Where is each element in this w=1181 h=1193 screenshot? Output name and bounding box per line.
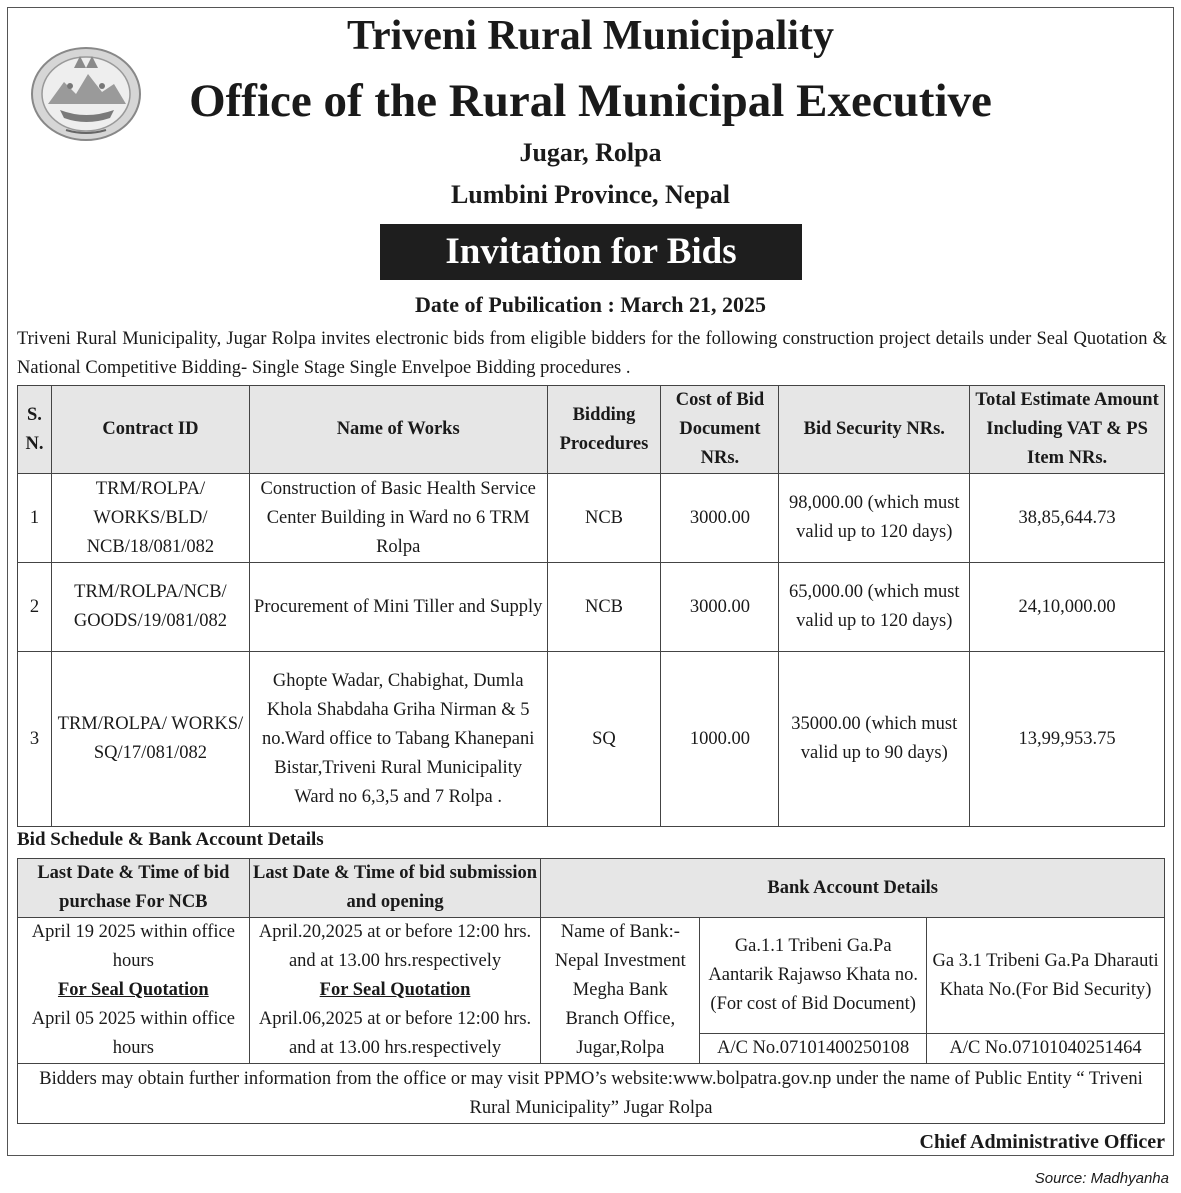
row-doc-cost: 1000.00 [661,652,779,827]
header-sn: S. N. [18,386,52,474]
footer-note: Bidders may obtain further information from the office or may visit PPMO’s website:www.bolpatra.gov.np under the name of Public Entity “ Triveni Rural Municipality” Jugar Rolpa [18,1064,1165,1124]
row-doc-cost: 3000.00 [661,474,779,563]
row-bid-security: 98,000.00 (which must valid up to 120 days) [779,474,970,563]
row-sn: 1 [18,474,52,563]
row-sn: 2 [18,563,52,652]
row-bid-security: 65,000.00 (which must valid up to 120 days) [779,563,970,652]
footer-note-row [18,1064,1165,1124]
office-location: Jugar, Rolpa [519,138,662,167]
row-bid-security: 35000.00 (which must valid up to 90 days) [779,652,970,827]
schedule-header-row [18,859,1165,918]
row-name-of-works: Construction of Basic Health Service Center Building in Ward no 6 TRM Rolpa [249,474,547,563]
seal-quotation-label: For Seal Quotation [319,980,471,1000]
row-name-of-works: Procurement of Mini Tiller and Supply [249,563,547,652]
row-total-estimate: 38,85,644.73 [970,474,1165,563]
notice-title-banner: Invitation for Bids [380,224,802,280]
row-contract-id: TRM/ROLPA/ WORKS/BLD/ NCB/18/081/082 [51,474,249,563]
row-procedure: SQ [547,652,661,827]
header-total-estimate: Total Estimate Amount Including VAT & PS Item NRs. [970,386,1165,474]
purchase-ncb: April 19 2025 within office hours [31,922,235,971]
schedule-title: Bid Schedule & Bank Account Details [17,829,324,850]
account1-number: A/C No.07101400250108 [700,1034,927,1064]
header-bid-security: Bid Security NRs. [779,386,970,474]
source-credit: Source: Madhyanha [1034,1170,1169,1187]
submission-sq: April.06,2025 at or before 12:00 hrs. and at 13.00 hrs.respectively [258,1009,532,1058]
schedule-row [18,918,1165,1034]
submission-deadline-cell [249,918,541,1064]
table-row [18,474,1165,563]
row-contract-id: TRM/ROLPA/NCB/ GOODS/19/081/082 [51,563,249,652]
account1-description: Ga.1.1 Tribeni Ga.Pa Aantarik Rajawso Khata no.(For cost of Bid Document) [700,918,927,1034]
intro-paragraph: Triveni Rural Municipality, Jugar Rolpa invites electronic bids from eligible bidders for the following construction project details under Seal Quotation & National Competitive Bidding- Single Stage Single Envelpoe Bidding procedures . [17,329,1167,378]
submission-ncb: April.20,2025 at or before 12:00 hrs. and at 13.00 hrs.respectively [258,922,532,971]
header-contract-id: Contract ID [51,386,249,474]
row-doc-cost: 3000.00 [661,563,779,652]
header-submission-deadline: Last Date & Time of bid submission and opening [249,859,541,918]
table-row [18,652,1165,827]
publication-date: Date of Pubilication : March 21, 2025 [415,292,766,317]
table-row [18,563,1165,652]
signer-title: Chief Administrative Officer [919,1131,1165,1153]
bids-table [17,385,1165,827]
account2-description: Ga 3.1 Tribeni Ga.Pa Dharauti Khata No.(For Bid Security) [927,918,1165,1034]
row-total-estimate: 13,99,953.75 [970,652,1165,827]
row-contract-id: TRM/ROLPA/ WORKS/ SQ/17/081/082 [51,652,249,827]
header-bidding-procedures: Bidding Procedures [547,386,661,474]
row-procedure: NCB [547,563,661,652]
bids-table-header-row [18,386,1165,474]
row-name-of-works: Ghopte Wadar, Chabighat, Dumla Khola Shabdaha Griha Nirman & 5 no.Ward office to Tabang Khanepani Bistar,Triveni Rural Municipality Ward no 6,3,5 and 7 Rolpa . [249,652,547,827]
purchase-sq: April 05 2025 within office hours [31,1009,235,1058]
office-title: Office of the Rural Municipal Executive [189,75,992,127]
bank-name: Name of Bank:- Nepal Investment Megha Bank Branch Office, Jugar,Rolpa [541,918,700,1064]
account2-number: A/C No.07101040251464 [927,1034,1165,1064]
seal-quotation-label: For Seal Quotation [57,980,209,1000]
header-doc-cost: Cost of Bid Document NRs. [661,386,779,474]
header-purchase-deadline: Last Date & Time of bid purchase For NCB [18,859,250,918]
header-name-of-works: Name of Works [249,386,547,474]
row-procedure: NCB [547,474,661,563]
row-total-estimate: 24,10,000.00 [970,563,1165,652]
municipality-name: Triveni Rural Municipality [347,13,834,59]
header-bank-details: Bank Account Details [541,859,1165,918]
purchase-deadline-cell [18,918,250,1064]
office-province: Lumbini Province, Nepal [450,180,731,209]
row-sn: 3 [18,652,52,827]
schedule-table [17,858,1165,1124]
